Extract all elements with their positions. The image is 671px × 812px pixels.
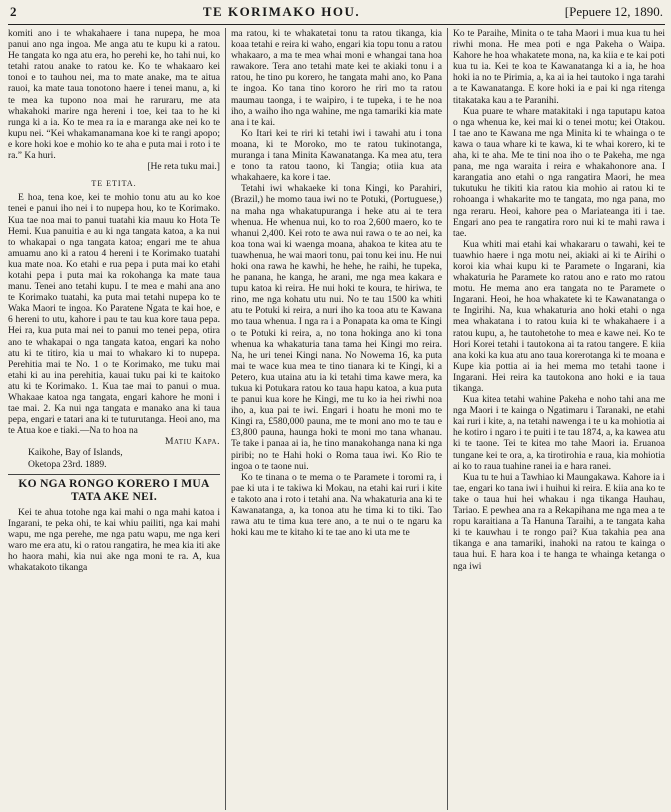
column-1 <box>8 28 226 810</box>
issue-date: [Pepuere 12, 1890. <box>564 4 663 19</box>
news-paragraph: Tetahi iwi whakaeke ki tona Kingi, ko Parahiri, (Brazil,) he momo taua iwi no te Potuki, (Portuguese,) na maha nga whakatupuranga i heke atu ai te tera whenua. He whenua nui, ko to roa 2,600 maero, ko te whanui 2,400. Kei roto te awa nui rawa o te ao nei, ka koa tona wai ki waenga moana, ahakoa te kitea atu te tuawhenua, he wai maori tonu, pai tonu kei inu. He nui hoki ona rawa he kawhi, he hehe, he raihi, he tupeka, he panana, he kanga, he arani, me nga mea kakara e tupu katoa ki reira. He nui hoki te koura, te hiriwa, te rino, me nga kohatu utu nui. No te tau 1500 ka whiti atu te Potuki ki reira, a nuri iho ka tooa atu te Kawana mo taua whenua. I nga ra i a Ponapata ka oma te Kingi o te Potuki ki reira, a, no tona hokinga ano ki tona whenua ka whakaturia tana tama hei Kingi mo reira. Na, he uri tenei Kingi nana. No Nowema 16, ka puta mai te wace kua mea te tino tianara ki te Kingi, ki a Petero, kua utaina atu ia ki tetahi tima kawe mera, ka tukua ki Potukara ratou ko taua hapu katoa, a kua puta te panui kua kore he Kingi, me tu ko ia hei riwhi noa iho, a, kua pai te iwi. Engari i hoatu he moni mo te Kingi ra, £580,000 pauna, me te moni ano mo te tau e £3,800 pauna, haunga hoki te moni mo tana whanau. Te take i panaa ai ia, he tino manakohanga nana ki nga piribi; no te Hahi hoki o Roma taua iwi. Ko Rio te ingoa o te taone nui. <box>231 183 442 472</box>
news-paragraph: Kua whiti mai etahi kai whakararu o tawahi, kei te tuawhio haere i nga motu nei, akiaki ai ki te Airihi o koroi kia whai kupu ki te Paramete o Ingarani, kia whakaturia he Paramete ko ratou ano e rato mo ratou motu. He mema ano era tangata no te Paramete o Ingarani. Heoi, he hoa whakatete ki te Kawanatanga o te Ingirihi. Na, kua whakaturia ano hoki etahi o nga mea whakatana i to ratou kuia ki te whakahaere i a ratou kupu, a, he tautohetohe to mea e kawe nei. Ko te Hori Korei tetahi i tautokona ai ta ratou tangere. E kiia ana koki ka kua atu ano taua korerotanga ki te moana e Kupe kia pottia ai ia hei mema mo tetahi taone i Ingarani. Hei reira ka tautokona ano hoki e ia taua tikanga. <box>453 238 665 394</box>
article-source-note: [He reta tuku mai.] <box>147 161 220 173</box>
section-divider <box>8 474 220 475</box>
letter-date: Oketopa 23rd. 1889. <box>28 458 107 470</box>
section-heading-news: KO NGA RONGO KORERO I MUA TATA AKE NEI. <box>18 477 210 503</box>
column-3 <box>448 28 665 810</box>
columns <box>8 28 665 810</box>
letter-signature: Matiu Kapa. <box>165 436 220 448</box>
news-paragraph: Kei te ahua totohe nga kai mahi o nga mahi katoa i Ingarani, te peka ohi, te kai whiu pailiti, nga kai mahi wapu, me nga perehe, me nga patu wapu, me nga keri waro me era atu, ki o ratou rangatira, he mea kia iti ake ho haora mahi, kia nui ake nga moni te ra. A, kua whakatakoto tikanga <box>8 506 220 574</box>
newspaper-title: TE KORIMAKO HOU. <box>202 4 361 19</box>
news-paragraph: Ko te Paraihe, Minita o te taha Maori i mua kua tu hei riwhi mona. He mea poti e nga Pakeha o Waipa. Kahore he hoa whakatete mona, na, ka kiia e te kai poti kua tu ia. Kei te koa te Kawanatanga ki a ia, he hoa hoki ia no te Pirimia, a, ka ai ia hei tautoko i nga tarahi a te Kawanatanga. E kore hoki ia e pai ki nga ritenga titakataka kau a te Paranihi. <box>453 28 665 106</box>
article-paragraph: komiti ano i te whakahaere i tana nupepa, he moa panui ano nga ingoa. Me anga atu te kupu ki a ratou. He tangata ko nga atu era, ho perehi ke, ho tahi nui, ko tetahi ratou anake to ratou ke. Ko te whakaaro kei tonoi e to tauhou nei, ma to mate anake, ma te aitua rauoi, ka mate taua tonotono haere i tenei manu, a, ki te mea ka tupono noa mai he raruraru, me ata whakahoki marire nga hereni i toe, kei taa to he ki runga ki a ia. Ko te mea ra ia e maranga ake nei ko te kupu nei. “Kei whakamanamana koe ki te rangi apopo; e kore hoki koe e mohio ko te aha e puta mai i roto i te ra.” Ka huri. <box>8 28 220 162</box>
news-paragraph: Kua puare te whare matakitaki i nga taputapu katoa o nga whenua ke, kei mai ki o tenei motu; kei Otakou. I tae ano te Kawana me nga Minita ki te whainga o te kawa o taua whare ki te kawa, ki te whai korero, ki te aha, ki te aha. Me te tini noa iho o te Pakeha, me nga pana, me nga waraita i reira e whakahonore ana. I karangatia ano etahi o nga rangatira Maori, he mea tukutuku he tikiti kia ratou kia mohio ai ratou ki te rohoanga i whakarite mo te tangata, mo nga pana, mo nga reraru. Heoi, kahore pea o Mariateanga iti i tae. Engari ano pea te rangatira roro nui ki te mahi rawa i tae. <box>453 105 665 239</box>
news-paragraph: Ko Itari kei te riri ki tetahi iwi i tawahi atu i tona moana, ki te Moroko, mo te ratou tukinotanga, muranga i tana Minita Kawanatanga. Ka mea atu, tera e tono ta ratou taono, ki Tangia; otiia kua ata whakahaere, ka kore i tae. <box>231 127 442 184</box>
letter-place: Kaikohe, Bay of Islands, <box>28 447 123 459</box>
news-paragraph: Kua tu te hui a Tawhiao ki Maungakawa. Kahore ia i tae, engari ko tana iwi i huihui ki reira. E kiia ana ko te take o taua hui hei whakau i nga tikanga Hauhau, Tariao. E pewhea ana ra a Rekapihana me nga mea a te ropu karaitiana a Ta Hanuna Taraihi, a te tangata kaha ki te kauwhau i te rongo pai? Kua takahia pea ana tikanga e ana tamariki, inahoki na ratou te kainga o taua hui. E hara koa i te hanga te whainga ketanga o nga iwi <box>453 471 665 572</box>
news-paragraph: ma ratou, ki te whakatetai tonu ta ratou tikanga, kia koaa tetahi e reira ki waho, engari kia topu tonu a ratou whakaaro, a ma te mea whai moni e whangai tana hoa rawakore. Tera ano tetahi mate kei te akiaki tonu i a ratou, he tino pu korero, he tangata mahi ano, ko Pana te ingoa. Ko tana tino kororo he riri mo ta ratou maumau taonga, i te waipiro, i te tupeka, i te he noa iho, a waiho iho nga wahine, me nga tamariki kia mate ana i te kai. <box>231 28 443 128</box>
masthead <box>8 4 665 25</box>
news-paragraph: Ko te tinana o te mema o te Paramete i toromi ra, i pae ki uta i te takiwa ki Mokau, na etahi kai ruri i kite e takoto ana i roto i tetahi ana. Na whakaturia ana ki te Kawanatanga, a, ka tonoa atu he tima ki to tiki. Tao rawa atu te tima kua tere ano, a te nui o te ngaru ka hoki kau me te kitaho ki te tae ano ki uta me te <box>231 471 442 539</box>
letter-paragraph: E hoa, tena koe, kei te mohio tonu atu au ko koe tenei e panui iho nei i to nupepa hou, ko te Korimako. Kua tae noa mai to panui tuatahi kia mauu ko Hota Te Hemi. Kua panuitia e au ki nga tangata katoa, a ka nui to whakapai o nga tangata katoa; engari me te ahua amuamu ano ki a ratou 4 hereni i te Korimako tuatahi kua mate noa. Ko etahi e rua pepa i puta mai ko etahi kotahi pepa i puta mai ka rokohanga ka mate taua manu. Tenei ano tetahi kupu. I te mea e mahi ana ano te Korimako tuatahi, ka puta mai tetahi nupepa ko te Waka Maori te ingoa. Ko Paratene Ngata te kai hoe, e 6 hereni to utu, kahore i pau te tau kua kore taua pepa. Hei ra, kua puta mai nei to panui mo tenei pepa, otira ano te whakapai o nga tangata katoa, engari ka noho atu ki te titiro, kia u mai to whakaro ki to nupepa. Perehitia mai te No. 1 o te Korimako, me tuku mai etahi ki au ina perehitia, kauai tuku pai ki te kaitoko atu ki te Korimako. 1. Kua tae mai to panui o mua. Whakaae katoa nga tangata, engari kahore he moni i tae mai. 2. Ka nui nga tangata e manako ana ki taua pepa, engari e tatari ana ki te tuturutanga. Heoi ano, ma te Atua koe e tiaki.—Na to hoa na <box>8 192 220 437</box>
news-paragraph: Kua kitea tetahi wahine Pakeha e noho tahi ana me nga Maori i te kainga o Ngatimaru i Taranaki, ne etahi kai ruri i kite, a, na tetahi nawenga i te u ka mohiotia ai he kotiro i ngaro i te puiti i te tau 1874, a, ka kawea atu ki te taone. Tei te kitea mo tahe Maori ia. Eruanoa tungane kei te ora, a, ka tirotirohia e raua, kia mohiotia ai ko to raua tuahine ranei ia e hara ranei. <box>453 394 665 472</box>
page-number: 2 <box>10 4 17 19</box>
column-2 <box>226 28 448 810</box>
section-heading-editor: TE ETITA. <box>91 179 137 189</box>
